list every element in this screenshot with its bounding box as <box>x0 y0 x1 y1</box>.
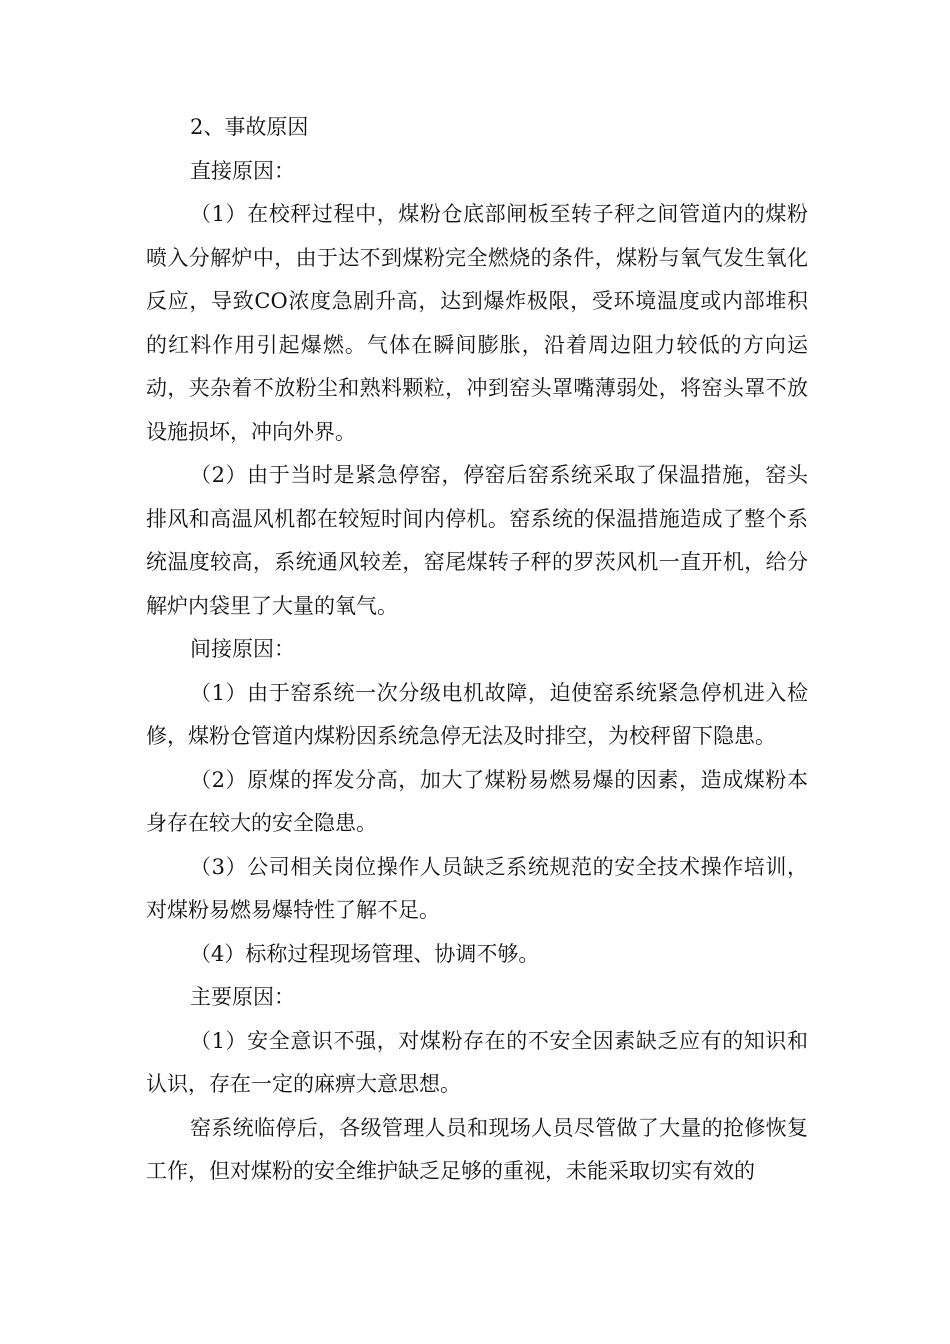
paragraph-indirect-cause-3: （3）公司相关岗位操作人员缺乏系统规范的安全技术操作培训，对煤粉易燃易爆特性了解不足。 <box>146 854 808 922</box>
section-heading: 2、事故原因 <box>190 115 309 139</box>
paragraph-indirect-cause-4: （4）标称过程现场管理、协调不够。 <box>190 941 540 966</box>
paragraph-indirect-cause-2: （2）原煤的挥发分高，加大了煤粉易燃易爆的因素，造成煤粉本身存在较大的安全隐患。 <box>146 767 808 835</box>
subheading-indirect-causes: 间接原因： <box>190 637 295 661</box>
paragraph-main-cause-continued: 窑系统临停后，各级管理人员和现场人员尽管做了大量的抢修恢复工作，但对煤粉的安全维护缺乏足够的重视，未能采取切实有效的 <box>146 1115 808 1183</box>
paragraph-direct-cause-1: （1）在校秤过程中，煤粉仓底部闸板至转子秤之间管道内的煤粉喷入分解炉中，由于达不到煤粉完全燃烧的条件，煤粉与氧气发生氧化反应，导致CO浓度急剧升高，达到爆炸极限，受环境温度或内部堆积的红料作用引起爆燃。气体在瞬间膨胀，沿着周边阻力较低的方向运动，夹杂着不放粉尘和熟料颗粒，冲到窑头罩嘴薄弱处，将窑头罩不放设施损坏，冲向外界。 <box>146 202 808 444</box>
paragraph-main-cause-1: （1）安全意识不强，对煤粉存在的不安全因素缺乏应有的知识和认识，存在一定的麻痹大意思想。 <box>146 1028 808 1096</box>
paragraph-indirect-cause-1: （1）由于窑系统一次分级电机故障，迫使窑系统紧急停机进入检修，煤粉仓管道内煤粉因系统急停无法及时排空，为校秤留下隐患。 <box>146 680 808 748</box>
subheading-main-causes: 主要原因： <box>190 985 295 1009</box>
subheading-direct-causes: 直接原因： <box>190 158 295 183</box>
document-page <box>146 106 808 1194</box>
paragraph-direct-cause-2: （2）由于当时是紧急停窑，停窑后窑系统采取了保温措施，窑头排风和高温风机都在较短时间内停机。窑系统的保温措施造成了整个系统温度较高，系统通风较差，窑尾煤转子秤的罗茨风机一直开机，给分解炉内袋里了大量的氧气。 <box>146 463 808 618</box>
